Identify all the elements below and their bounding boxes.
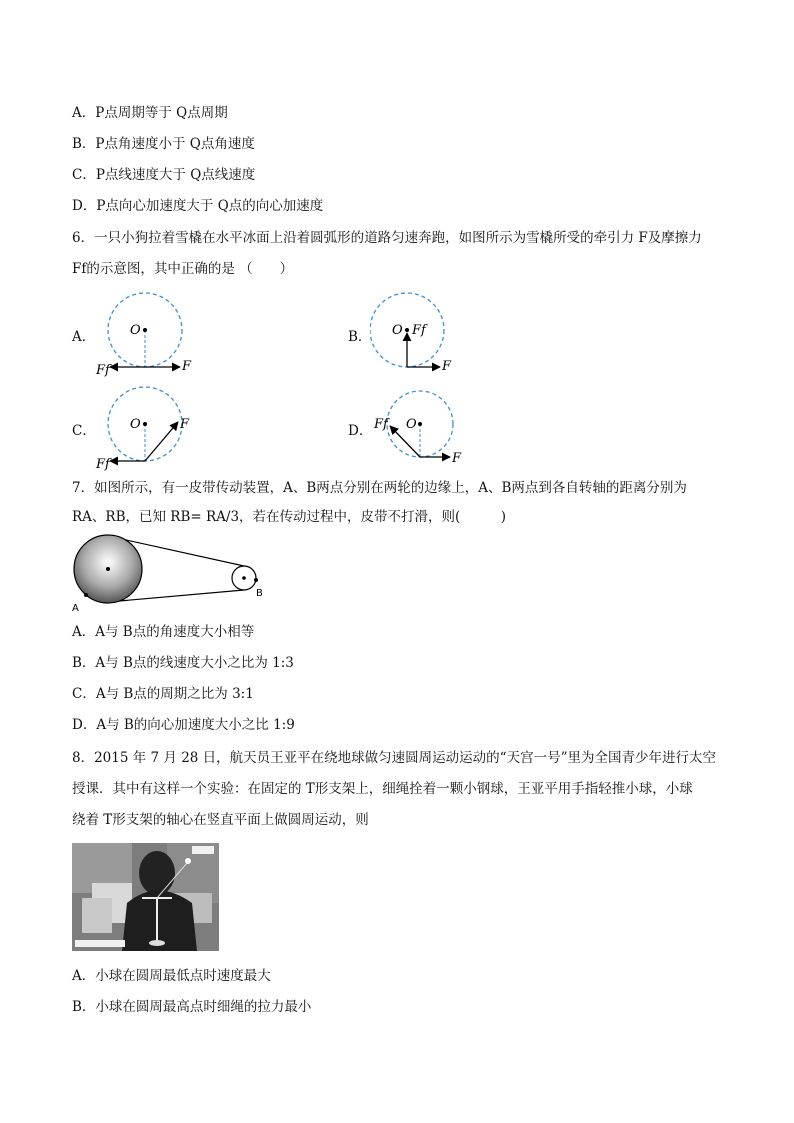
q5-option-a: A．P点周期等于 Q点周期	[72, 105, 228, 121]
center-point	[143, 328, 147, 332]
center-label: O	[392, 323, 403, 338]
q6-option-a-label: A．	[72, 329, 96, 345]
force-ff-label: Ff	[96, 457, 110, 472]
q5-option-d: D．P点向心加速度大于 Q点的向心加速度	[72, 198, 324, 214]
force-f-arrow	[145, 422, 178, 461]
q8-option-b: B．小球在圆周最高点时细绳的拉力最小	[72, 999, 312, 1015]
q8-stem-line1: 8．2015 年 7 月 28 日，航天员王亚平在绕地球做匀速圆周运动运动的“天宫一号”里为全国青少年进行太空	[72, 750, 716, 766]
center-point	[143, 422, 147, 426]
q7-option-a: A．A与 B点的角速度大小相等	[72, 624, 255, 640]
q6-option-d-label: D．	[348, 423, 373, 439]
center-label: O	[130, 323, 141, 338]
force-f-label: F	[442, 359, 452, 374]
q8-stem-line3: 绕着 T形支架的轴心在竖直平面上做圆周运动，则	[72, 812, 369, 828]
center-point	[418, 422, 422, 426]
force-ff-label: Ff	[412, 323, 426, 338]
q6-diagram-d	[370, 384, 490, 474]
force-f-label: F	[180, 417, 190, 432]
q7-stem-line2: RA、RB，已知 RB= RA/3，若在传动过程中，皮带不打滑，则( )	[72, 509, 507, 525]
point-a-dot	[84, 593, 88, 597]
q6-diagram-c	[90, 384, 210, 474]
center-label: O	[130, 417, 141, 432]
q6-stem-line1: 6．一只小狗拉着雪橇在水平冰面上沿着圆弧形的道路匀速奔跑，如图所示为雪橇所受的牵引力 F及摩擦力	[72, 230, 702, 246]
point-b-dot	[254, 578, 258, 582]
q8-option-a: A．小球在圆周最低点时速度最大	[72, 968, 271, 984]
q6-diagram-b	[370, 290, 490, 380]
force-f-label: F	[182, 359, 192, 374]
q7-option-c: C．A与 B点的周期之比为 3:1	[72, 686, 254, 702]
q5-option-b: B．P点角速度小于 Q点角速度	[72, 136, 255, 152]
q7-belt-diagram	[68, 532, 278, 614]
small-wheel-axis	[242, 576, 246, 580]
q6-option-c-label: C．	[72, 423, 96, 439]
q8-experiment-photo	[72, 843, 219, 951]
center-point	[405, 328, 409, 332]
point-b-label: B	[256, 588, 263, 599]
force-f-label: F	[452, 451, 462, 466]
experiment-photo-image	[72, 843, 219, 951]
force-ff-label: Ff	[374, 417, 388, 432]
center-label: O	[406, 417, 417, 432]
q6-stem-line2: Ff的示意图，其中正确的是 （ ）	[72, 261, 294, 277]
point-a-label: A	[72, 603, 79, 614]
q7-stem-line1: 7．如图所示，有一皮带传动装置，A、B两点分别在两轮的边缘上，A、B两点到各自转轴的距离分别为	[72, 480, 687, 496]
large-wheel-axis	[106, 567, 110, 571]
q7-option-d: D．A与 B的向心加速度大小之比 1:9	[72, 717, 295, 733]
q7-option-b: B．A与 B点的线速度大小之比为 1:3	[72, 655, 294, 671]
q8-stem-line2: 授课．其中有这样一个实验：在固定的 T形支架上，细绳拴着一颗小钢球，王亚平用手指轻推小球，小球	[72, 781, 693, 797]
force-ff-label: Ff	[96, 363, 110, 378]
q5-option-c: C．P点线速度大于 Q点线速度	[72, 167, 256, 183]
q6-diagram-a	[90, 290, 210, 380]
q6-option-b-label: B．	[348, 329, 372, 345]
